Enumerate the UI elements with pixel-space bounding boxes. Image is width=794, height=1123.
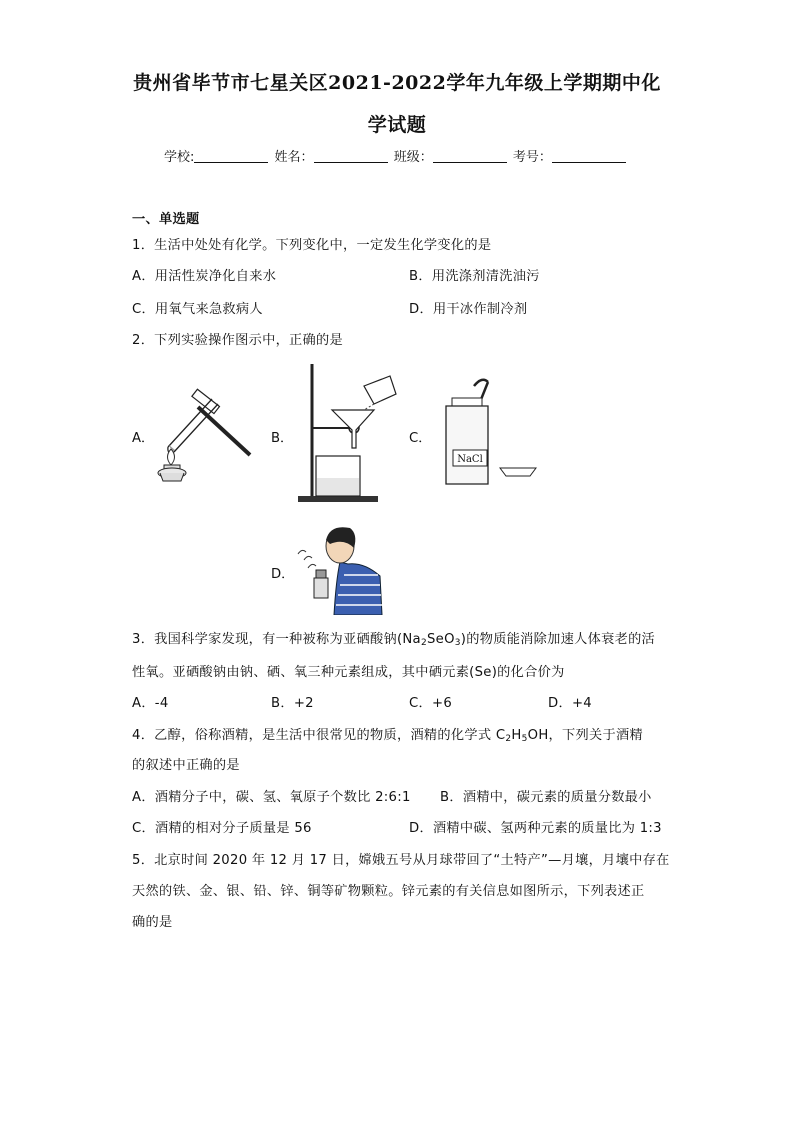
q1-option-b[interactable]: B．用洗涤剂清洗油污 bbox=[409, 269, 540, 284]
nacl-reagent-bottle-figure bbox=[438, 372, 538, 488]
q3-option-b[interactable]: B．+2 bbox=[271, 696, 314, 711]
q3-line1: 3．我国科学家发现，有一种被称为亚硒酸钠$(Na_2SeO_3)$的物质能消除加速人体衰老的活 bbox=[132, 632, 656, 648]
q4-option-d[interactable]: D．酒精中碳、氢两种元素的质量比为 1:3 bbox=[409, 821, 662, 836]
school-label: 学校: bbox=[164, 150, 195, 165]
q4-option-a[interactable]: A．酒精分子中，碳、氢、氧原子个数比 2:6:1 bbox=[132, 790, 411, 805]
school-blank[interactable] bbox=[194, 149, 268, 163]
q3-option-d[interactable]: D．+4 bbox=[548, 696, 592, 711]
q3-option-a[interactable]: A．-4 bbox=[132, 696, 169, 711]
q1-option-d[interactable]: D．用干冰作制冷剂 bbox=[409, 302, 528, 317]
q3-option-c[interactable]: C．+6 bbox=[409, 696, 453, 711]
q4-option-b[interactable]: B．酒精中，碳元素的质量分数最小 bbox=[440, 790, 652, 805]
q1-option-c[interactable]: C．用氧气来急救病人 bbox=[132, 302, 263, 317]
class-label: 班级： bbox=[393, 150, 433, 165]
q2-option-d-label[interactable]: D． bbox=[271, 567, 295, 582]
name-label: 姓名： bbox=[274, 150, 314, 165]
exam-no-label: 考号： bbox=[512, 150, 552, 165]
q5-line3: 确的是 bbox=[132, 915, 173, 930]
exam-title-line1: 贵州省毕节市七星关区2021-2022学年九年级上学期期中化 bbox=[133, 72, 661, 94]
q5-line1: 5．北京时间 2020 年 12 月 17 日，嫦娥五号从月球带回了“土特产”—月壤，月壤中存在 bbox=[132, 853, 670, 868]
exam-title-line2: 学试题 bbox=[367, 114, 427, 136]
section-heading: 一、单选题 bbox=[132, 212, 200, 227]
q4-line1: 4．乙醇，俗称酒精，是生活中很常见的物质，酒精的化学式 $C_2H_5OH$，下列关于酒精 bbox=[132, 728, 643, 744]
name-blank[interactable] bbox=[314, 149, 388, 163]
q2-stem: 2．下列实验操作图示中，正确的是 bbox=[132, 333, 344, 348]
student-smelling-bottle-figure bbox=[294, 520, 384, 615]
q4-line2: 的叙述中正确的是 bbox=[132, 758, 240, 773]
q2-option-a-label[interactable]: A． bbox=[132, 431, 155, 446]
heating-test-tube-figure bbox=[150, 385, 255, 485]
q3-line2: 性氧。亚硒酸钠由钠、硒、氧三种元素组成，其中硒元素(Se)的化合价为 bbox=[132, 665, 565, 680]
q2-option-b-label[interactable]: B． bbox=[271, 431, 294, 446]
q1-option-a[interactable]: A．用活性炭净化自来水 bbox=[132, 269, 277, 284]
q5-line2: 天然的铁、金、银、铅、锌、铜等矿物颗粒。锌元素的有关信息如图所示，下列表述正 bbox=[132, 884, 645, 899]
student-info-row bbox=[164, 146, 628, 165]
filtration-setup-figure bbox=[292, 362, 402, 504]
q1-stem: 1．生活中处处有化学。下列变化中，一定发生化学变化的是 bbox=[132, 238, 492, 253]
class-blank[interactable] bbox=[433, 149, 507, 163]
nacl-label-text: NaCl bbox=[457, 454, 483, 465]
q4-option-c[interactable]: C．酒精的相对分子质量是 56 bbox=[132, 821, 312, 836]
exam-no-blank[interactable] bbox=[552, 149, 626, 163]
q2-option-c-label[interactable]: C． bbox=[409, 431, 432, 446]
